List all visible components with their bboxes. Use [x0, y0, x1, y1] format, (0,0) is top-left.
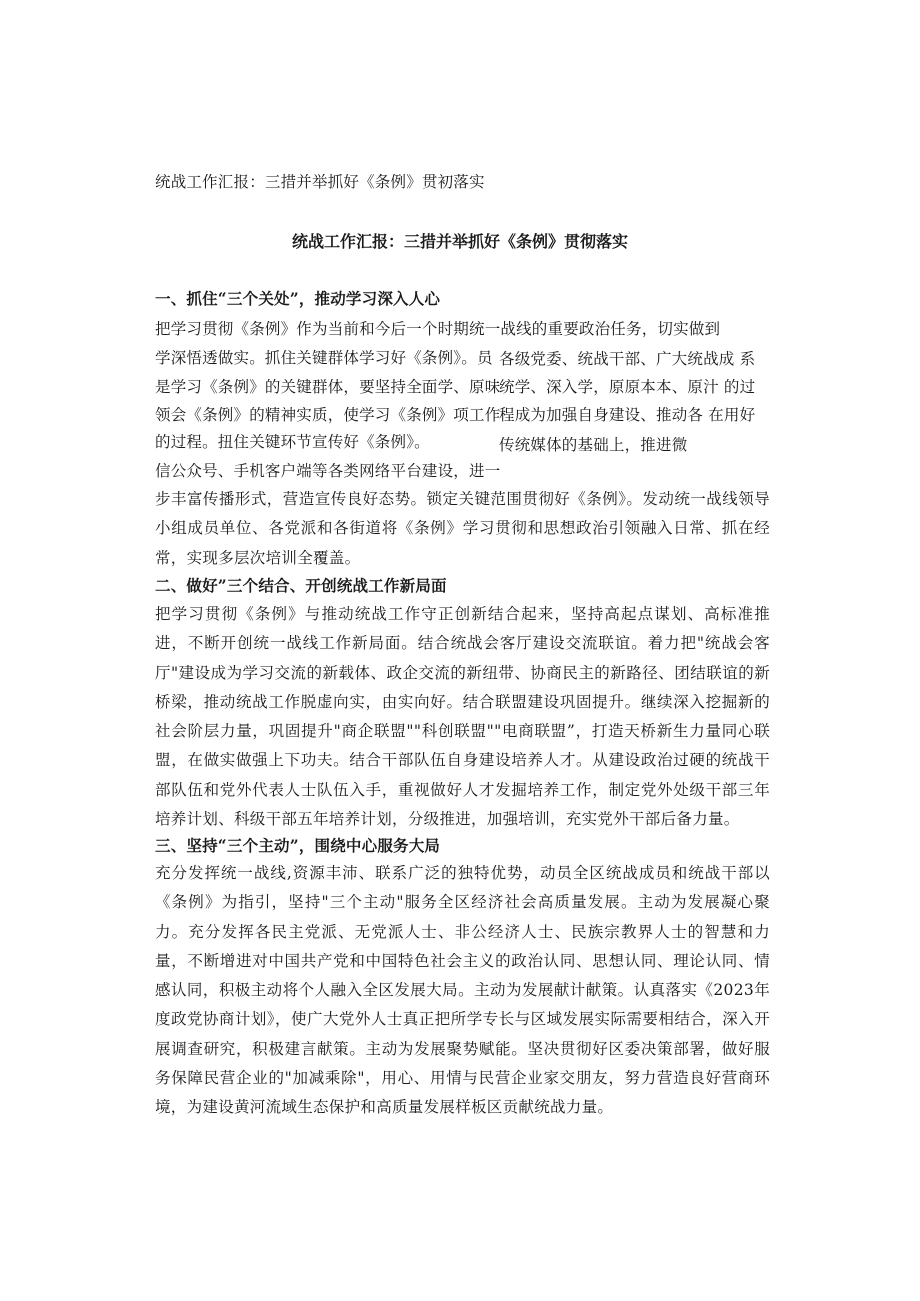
section-1-heading: 一、抓住“三个关处”，推动学习深入人心: [155, 289, 441, 308]
section-1-left-line: 的过程。扭住关键环节宣传好《条例》。: [155, 433, 430, 451]
section-1-right-line: 程成为加强自身建设、推动各 在用好: [499, 406, 756, 424]
section-2-heading: 二、做好”三个结合、开创统战工作新局面: [155, 576, 447, 595]
section-1-left-line: 把学习贯彻《条例》作为当前和今后一个时期统一战线的重要政治任务，切实做到: [155, 320, 721, 338]
section-3-heading: 三、坚持“三个主动”，围绕中心服务大局: [155, 836, 441, 855]
document-title: 统战工作汇报：三措并举抓好《条例》贯彻落实: [291, 232, 628, 251]
section-1-left-line: 领会《条例》的精神实质，使学习《条例》项工作: [155, 406, 501, 424]
section-1-body: 步丰富传播形式，营造宣传良好态势。锁定关键范围贯彻好《条例》。发动统一战线领导小组成员单位、各党派和各街道将《条例》学习贯彻和思想政治引领融入日常、抓在经常，实现多层次培训全覆盖。: [155, 490, 770, 567]
section-2-body: 把学习贯彻《条例》与推动统战工作守正创新结合起来，坚持高起点谋划、高标准推进，不断开创统一战线工作新局面。结合统战会客厅建设交流联谊。着力把"统战会客厅"建设成为学习交流的新载体、政企交流的新纽带、协商民主的新路径、团结联谊的新桥梁，推动统战工作脱虚向实，由实向好。结合联盟建设巩固提升。继续深入挖掘新的社会阶层力量，巩固提升"商企联盟""科创联盟""电商联盟”，打造天桥新生力量同心联盟，在做实做强上下功夫。结合干部队伍自身建设培养人才。从建设政治过硬的统战干部队伍和党外代表人士队伍入手，重视做好人才发掘培养工作，制定党外处级干部三年培养计划、科级干部五年培养计划，分级推进，加强培训，充实党外干部后备力量。: [155, 605, 770, 829]
section-1-left-line: 信公众号、手机客户端等各类网络平台建设，进一: [155, 462, 501, 480]
section-3-body: 充分发挥统一战线,资源丰沛、联系广泛的独特优势，动员全区统战成员和统战干部以《条例》为指引，坚持"三个主动"服务全区经济社会高质量发展。主动为发展凝心聚力。充分发挥各民主党派、无党派人士、非公经济人士、民族宗教界人士的智慧和力量，不断增进对中国共产党和中国特色社会主义的政治认同、思想认同、理论认同、情感认同，积极主动将个人融入全区发展大局。主动为发展献计献策。认真落实《2023年度政党协商计划》，使广大党外人士真正把所学专长与区域发展实际需要相结合，深入开展调查研究，积极建言献策。主动为发展聚势赋能。坚决贯彻好区委决策部署，做好服务保障民营企业的"加减乘除"，用心、用情与民营企业家交朋友，努力营造良好营商环境，为建设黄河流域生态保护和高质量发展样板区贡献统战力量。: [155, 864, 770, 1117]
section-1-right-line: 各级党委、统战干部、广大统战成 系: [499, 350, 756, 368]
section-1-right-line: 传统媒体的基础上，推进微: [499, 436, 688, 454]
section-1-left-line: 学深悟透做实。抓住关键群体学习好《条例》。员: [155, 349, 493, 367]
section-1-left-line: 是学习《条例》的关键群体，要坚持全面学、原味: [155, 378, 501, 396]
header-line: 统战工作汇报：三措并举抓好《条例》贯初落实: [155, 173, 485, 191]
section-1-right-line: 统学、深入学，原原本本、原汁 的过: [499, 378, 756, 396]
